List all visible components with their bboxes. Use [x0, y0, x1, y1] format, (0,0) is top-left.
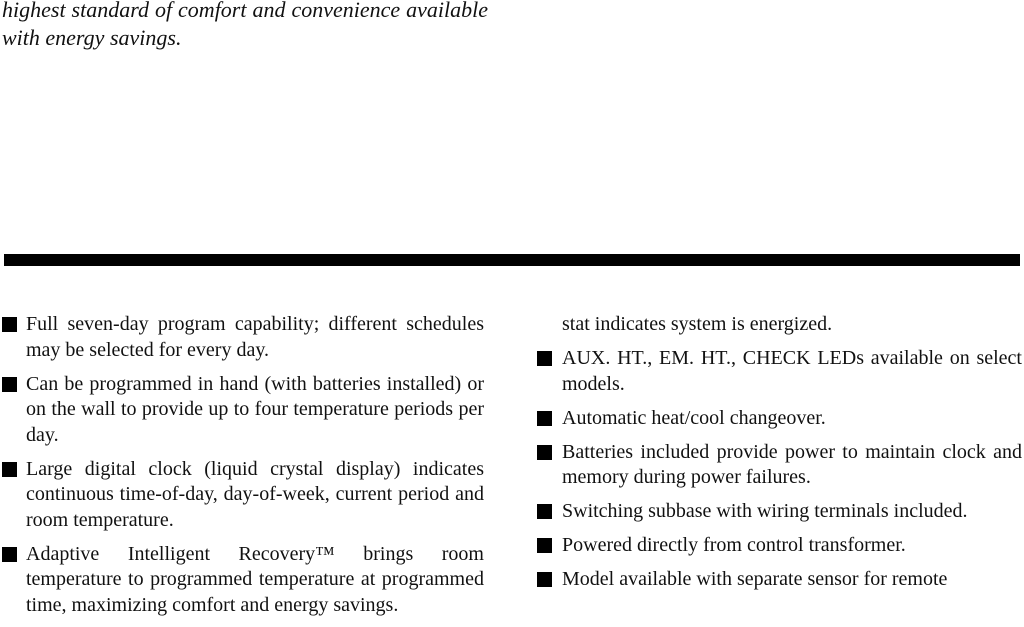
list-item	[2, 542, 484, 619]
list-item	[537, 346, 1022, 397]
list-item	[537, 499, 1022, 525]
list-item-text: Adaptive Intelligent Recovery™ brings room temperature to programmed temperature at programmed time, maximizing comfort and energy savings.	[26, 542, 484, 616]
list-item	[537, 567, 1022, 593]
list-item	[2, 312, 484, 363]
square-bullet-icon	[537, 445, 552, 460]
square-bullet-icon	[2, 377, 17, 392]
list-item-text: Powered directly from control transformer.	[562, 534, 906, 556]
list-item-text: Large digital clock (liquid crystal display) indicates continuous time-of-day, day-of-week, current period and room temperature.	[26, 457, 484, 531]
list-item-text: AUX. HT., EM. HT., CHECK LEDs available on select models.	[562, 347, 1022, 395]
list-item	[537, 406, 1022, 432]
list-item	[537, 533, 1022, 559]
square-bullet-icon	[537, 538, 552, 553]
list-item-text: Model available with separate sensor for remote	[562, 568, 948, 590]
feature-list-right	[537, 312, 1022, 601]
list-item-text: Full seven-day program capability; different schedules may be selected for every day.	[26, 313, 484, 361]
list-item-text: Switching subbase with wiring terminals included.	[562, 500, 968, 522]
feature-list-left	[2, 312, 484, 627]
list-item	[2, 457, 484, 534]
list-item-text: Can be programmed in hand (with batteries installed) or on the wall to provide up to four temperature periods per day.	[26, 372, 484, 446]
square-bullet-icon	[2, 462, 17, 477]
list-item-text: Batteries included provide power to maintain clock and memory during power failures.	[562, 440, 1022, 488]
square-bullet-icon	[2, 317, 17, 332]
square-bullet-icon	[2, 547, 17, 562]
square-bullet-icon	[537, 411, 552, 426]
list-item-continuation: stat indicates system is energized.	[562, 313, 833, 335]
square-bullet-icon	[537, 504, 552, 519]
intro-paragraph: highest standard of comfort and convenience available with energy savings.	[2, 0, 488, 50]
list-item	[2, 372, 484, 449]
list-item	[537, 440, 1022, 491]
square-bullet-icon	[537, 572, 552, 587]
square-bullet-icon	[537, 351, 552, 366]
list-item-text: Automatic heat/cool changeover.	[562, 406, 826, 429]
section-divider-rule	[4, 254, 1020, 266]
